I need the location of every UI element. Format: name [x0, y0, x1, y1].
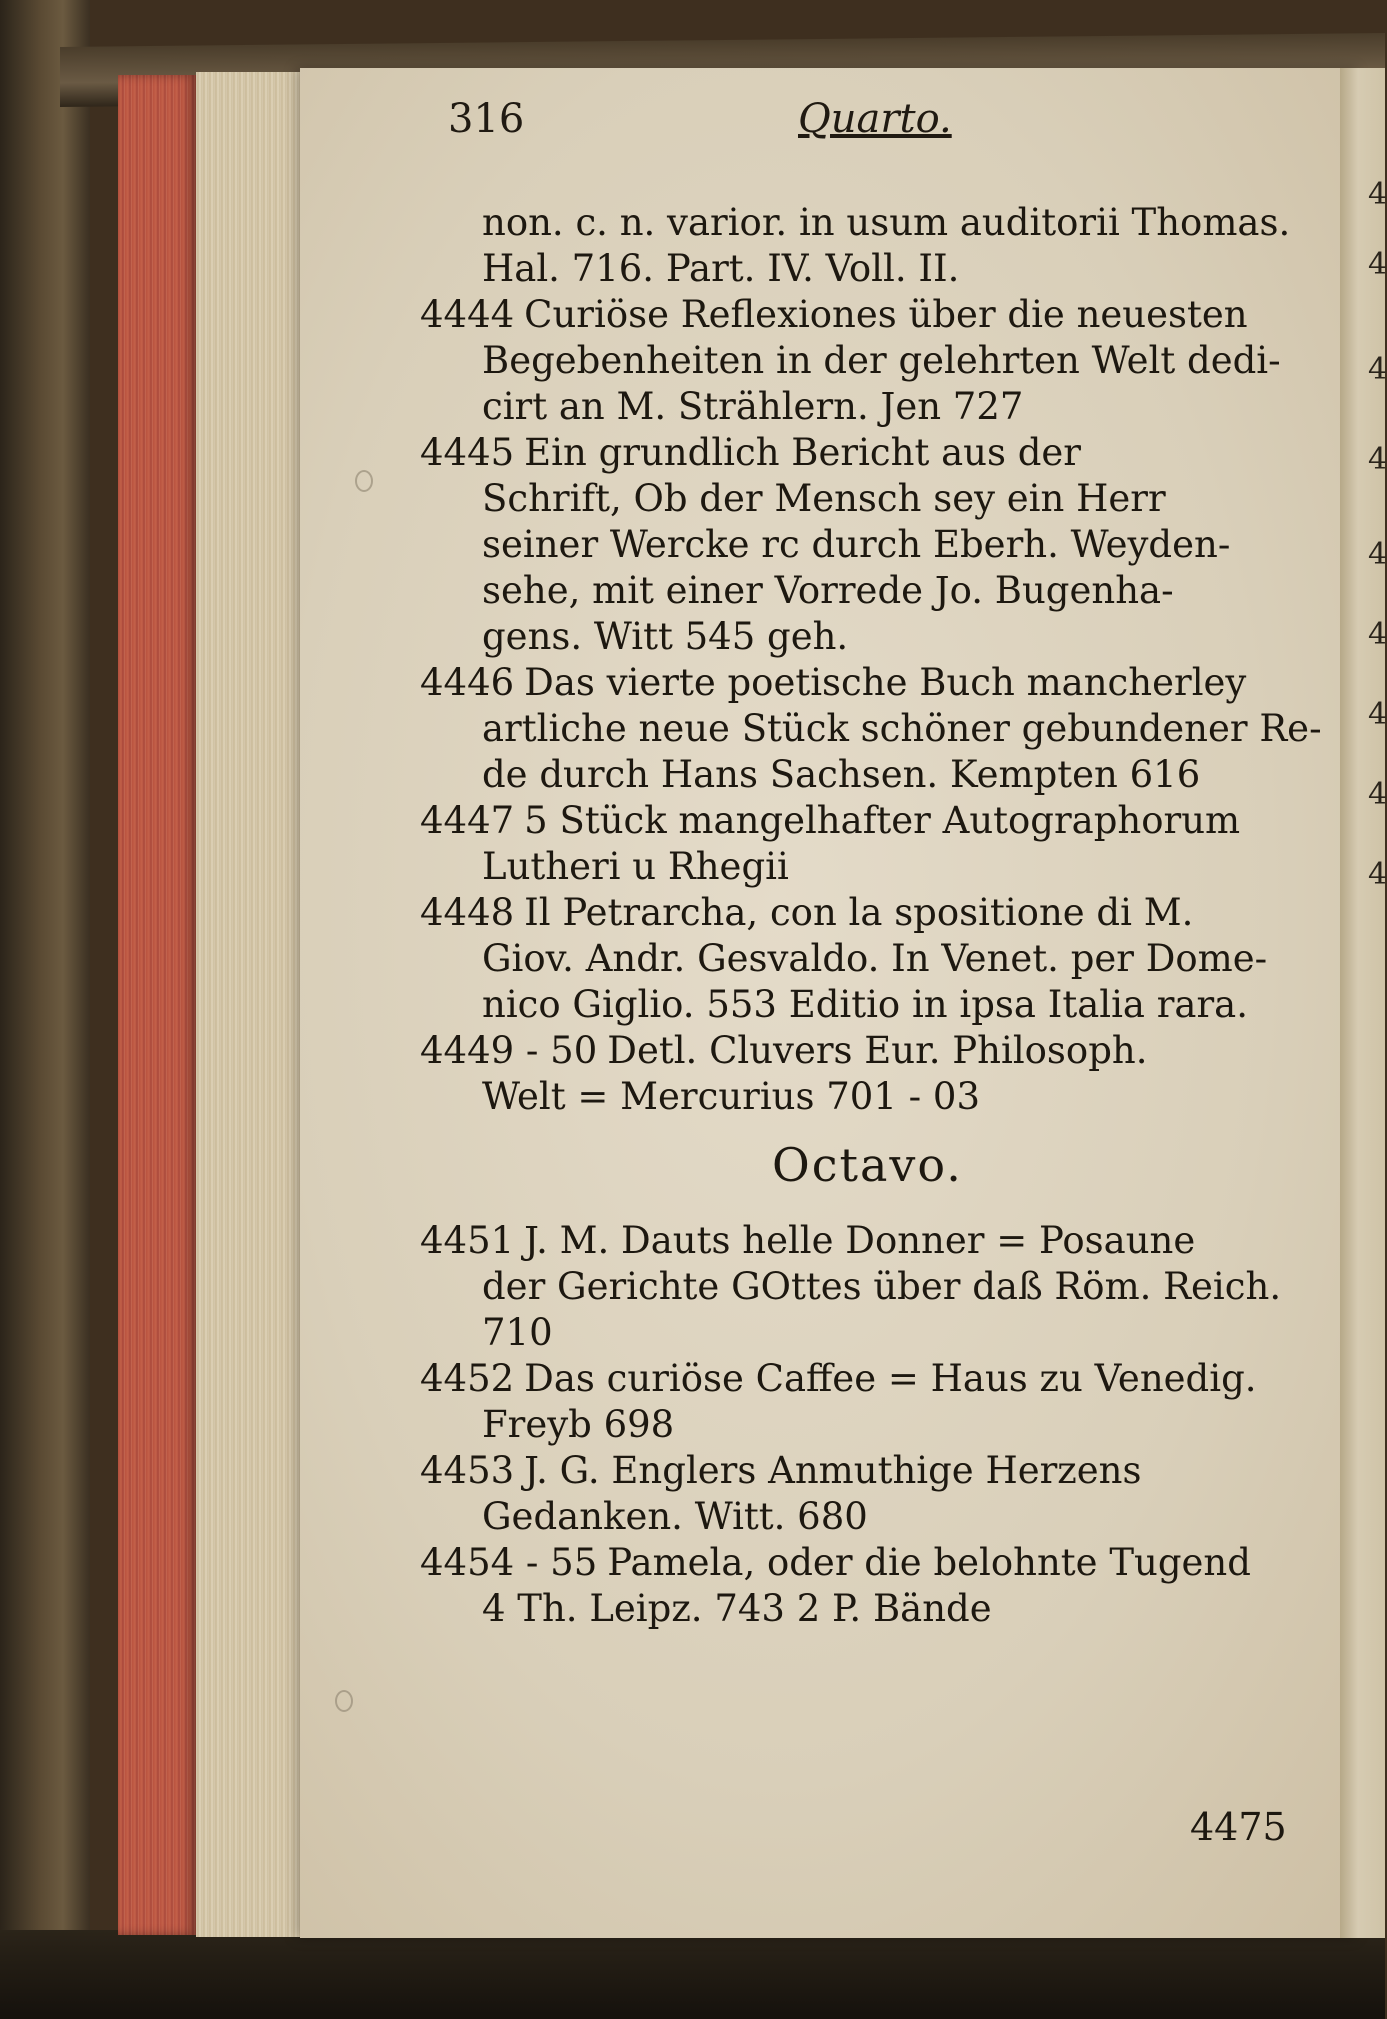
entry-line [420, 1218, 1315, 1264]
entry-text: Schrift, Ob der Mensch sey ein Herr [482, 477, 1166, 520]
entry-text: Pamela, oder die belohnte Tugend [607, 1541, 1251, 1584]
entry-line [420, 476, 1315, 522]
entry-text: 5 Stück mangelhafter Autographorum [524, 799, 1241, 842]
entry-text: Detl. Cluvers Eur. Philosoph. [607, 1029, 1148, 1072]
entry-line [420, 1402, 1315, 1448]
catalogue-text [420, 200, 1322, 1632]
entry-line [420, 1310, 1315, 1356]
entry-text: Il Petrarcha, con la spositione di M. [524, 891, 1194, 934]
entry-number: 4449 - 50 [420, 1029, 598, 1072]
entry-line [420, 200, 1315, 246]
running-head: Quarto. [798, 96, 952, 142]
entry-number: 4447 [420, 799, 515, 842]
entry-line [420, 568, 1315, 614]
entry-line [420, 1586, 1315, 1632]
entry-number: 4444 [420, 293, 515, 336]
entry-text: Das vierte poetische Buch mancherley [524, 661, 1247, 704]
catalogue-entry [420, 292, 1315, 430]
entry-line [420, 384, 1315, 430]
entry-line [420, 706, 1322, 752]
quarto-entries [420, 200, 1322, 1120]
entry-line [420, 1264, 1315, 1310]
entry-text: seiner Wercke rc durch Eberh. Weyden- [482, 523, 1231, 566]
entry-text: cirt an M. Strählern. Jen 727 [482, 385, 1024, 428]
entry-text: J. M. Dauts helle Donner = Posaune [524, 1219, 1196, 1262]
entry-text: Giov. Andr. Gesvaldo. In Venet. per Dome- [482, 937, 1268, 980]
page-header [448, 96, 1328, 156]
page-edge-red [118, 75, 196, 1935]
catalogue-entry [420, 660, 1322, 798]
octavo-entries [420, 1218, 1315, 1632]
entry-text: Lutheri u Rhegii [482, 845, 789, 888]
entry-line [420, 1540, 1315, 1586]
page-stack [196, 72, 316, 1937]
entry-line [420, 246, 1315, 292]
entry-line [420, 522, 1315, 568]
entry-line [420, 890, 1315, 936]
entry-line [420, 292, 1315, 338]
entry-line [420, 430, 1315, 476]
entry-text: der Gerichte GOttes über daß Röm. Reich. [482, 1265, 1282, 1308]
entry-text: 4 Th. Leipz. 743 2 P. Bände [482, 1587, 992, 1630]
entry-text: artliche neue Stück schöner gebundener Re- [482, 707, 1322, 750]
entry-line [420, 936, 1315, 982]
entry-line [420, 1356, 1315, 1402]
entry-line [420, 660, 1315, 706]
entry-line [420, 1028, 1315, 1074]
entry-line [420, 614, 1315, 660]
page-number: 316 [448, 96, 525, 142]
section-heading: Octavo. [772, 1138, 963, 1192]
entry-text: Curiöse Reflexiones über die neuesten [524, 293, 1248, 336]
entry-text: Ein grundlich Bericht aus der [524, 431, 1081, 474]
book-cover-bottom [0, 1930, 1385, 2019]
book-cover-left [0, 0, 90, 2019]
margin-mark [335, 1690, 353, 1712]
entry-text: Das curiöse Caffee = Haus zu Venedig. [524, 1357, 1257, 1400]
entry-text: sehe, mit einer Vorrede Jo. Bugenha- [482, 569, 1174, 612]
catalogue-entry [420, 798, 1315, 890]
catalogue-entry [420, 200, 1315, 292]
entry-text: Freyb 698 [482, 1403, 675, 1446]
facing-page-gutter [1340, 68, 1385, 1938]
catchword: 4475 [1190, 1805, 1287, 1849]
margin-mark [355, 470, 373, 492]
entry-number: 4452 [420, 1357, 515, 1400]
entry-line [420, 844, 1315, 890]
catalogue-entry [420, 1356, 1315, 1448]
entry-number: 4448 [420, 891, 515, 934]
entry-text: Welt = Mercurius 701 - 03 [482, 1075, 980, 1118]
entry-line [420, 798, 1315, 844]
entry-text: non. c. n. varior. in usum auditorii Thomas. [482, 201, 1291, 244]
catalogue-entry [420, 890, 1315, 1028]
entry-line [420, 1494, 1315, 1540]
entry-number: 4454 - 55 [420, 1541, 598, 1584]
catalogue-entry [420, 430, 1315, 660]
entry-number: 4453 [420, 1449, 515, 1492]
catalogue-entry [420, 1540, 1315, 1632]
entry-number: 4451 [420, 1219, 515, 1262]
entry-text: Begebenheiten in der gelehrten Welt dedi- [482, 339, 1281, 382]
catalogue-entry [420, 1218, 1315, 1356]
entry-text: de durch Hans Sachsen. Kempten 616 [482, 753, 1201, 796]
catalogue-entry [420, 1028, 1315, 1120]
entry-text: gens. Witt 545 geh. [482, 615, 849, 658]
entry-text: Hal. 716. Part. IV. Voll. II. [482, 247, 960, 290]
entry-text: J. G. Englers Anmuthige Herzens [524, 1449, 1142, 1492]
entry-line [420, 1074, 1315, 1120]
entry-text: 710 [482, 1311, 553, 1354]
entry-line [420, 338, 1315, 384]
entry-line [420, 752, 1315, 798]
entry-line [420, 982, 1315, 1028]
entry-text: nico Giglio. 553 Editio in ipsa Italia rara. [482, 983, 1248, 1026]
entry-number: 4446 [420, 661, 515, 704]
entry-line [420, 1448, 1315, 1494]
entry-number: 4445 [420, 431, 515, 474]
entry-text: Gedanken. Witt. 680 [482, 1495, 868, 1538]
catalogue-entry [420, 1448, 1315, 1540]
